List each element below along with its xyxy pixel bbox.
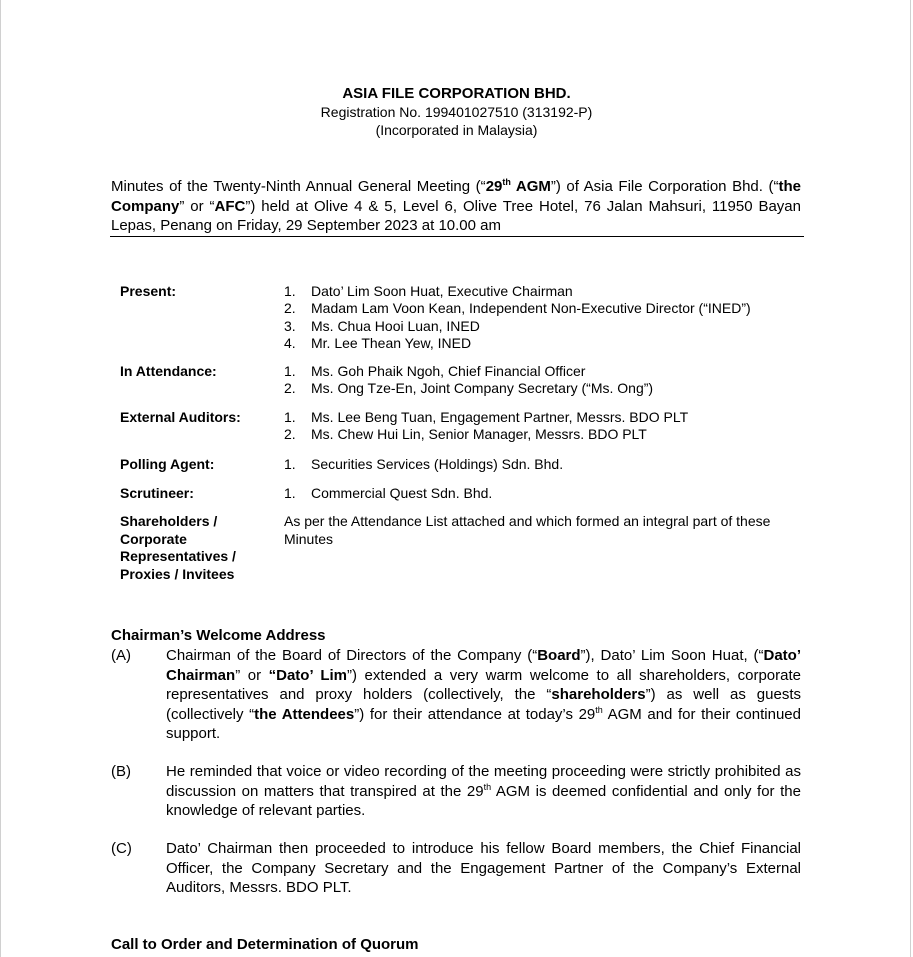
welcome-heading: Chairman’s Welcome Address: [111, 627, 326, 644]
attendee-text: Ms. Lee Beng Tuan, Engagement Partner, Messrs. BDO PLT: [311, 409, 689, 425]
scrutineer-list: [284, 485, 804, 502]
in-attendance-label: In Attendance:: [120, 363, 217, 379]
attendee-number: 1.: [284, 485, 296, 501]
attendee-item: [284, 380, 804, 397]
attendee-text: Dato’ Lim Soon Huat, Executive Chairman: [311, 283, 573, 299]
auditors-list: [284, 409, 804, 444]
attendee-text: Commercial Quest Sdn. Bhd.: [311, 485, 493, 501]
incorporation-note: (Incorporated in Malaysia): [375, 122, 538, 138]
attendee-number: 1.: [284, 363, 296, 379]
attendee-text: Mr. Lee Thean Yew, INED: [311, 334, 472, 351]
present-list: [284, 283, 804, 352]
para-a-text: Chairman of the Board of Directors of the Company (“Board”), Dato’ Lim Soon Huat, (“Dato’ Chairman” or “Dato’ Lim”) extended a very warm welcome to all shareholders, corporate representatives and proxy holders (collectively, the “shareholders”) as well as guests (collectively “the Attendees”) for their attendance at today’s 29th AGM and for their continued support.: [166, 647, 801, 742]
company-name: ASIA FILE CORPORATION BHD.: [342, 85, 571, 102]
scrutineer-label: Scrutineer:: [120, 485, 194, 501]
attendee-item: [284, 409, 804, 426]
para-c-text: Dato’ Chairman then proceeded to introduce his fellow Board members, the Chief Financial Officer, the Company Secretary and the Engagement Partner of the Company’s External Auditors, Messrs. BDO PLT.: [166, 840, 801, 896]
attendee-item: [284, 456, 804, 473]
minutes-intro: Minutes of the Twenty-Ninth Annual General Meeting (“29th AGM”) of Asia File Corporation Bhd. (“the Company” or “AFC”) held at Olive 4 & 5, Level 6, Olive Tree Hotel, 76 Jalan Mahsuri, 11950 Bayan Lepas, Penang on Friday, 29 September 2023 at 10.00 am: [111, 177, 801, 234]
attendee-number: 1.: [284, 283, 296, 299]
attendee-number: 4.: [284, 334, 296, 351]
attendee-number: 1.: [284, 456, 296, 472]
attendee-number: 1.: [284, 409, 296, 425]
attendee-number: 2.: [284, 426, 296, 443]
registration-number: Registration No. 199401027510 (313192-P): [320, 104, 593, 120]
attendee-text: Ms. Chua Hooi Luan, INED: [311, 317, 480, 334]
polling-agent-label: Polling Agent:: [120, 456, 215, 472]
attendee-text: Securities Services (Holdings) Sdn. Bhd.: [311, 456, 564, 472]
attendee-item: [284, 300, 804, 317]
para-a-letter: (A): [111, 647, 131, 664]
polling-agent-list: [284, 456, 804, 473]
attendee-text: Ms. Goh Phaik Ngoh, Chief Financial Officer: [311, 363, 586, 379]
in-attendance-list: [284, 363, 804, 398]
attendee-item: [284, 335, 804, 352]
attendee-text: Madam Lam Voon Kean, Independent Non-Executive Director (“INED”): [311, 300, 751, 317]
shareholders-label: Shareholders / Corporate Representatives / Proxies / Invitees: [120, 513, 236, 582]
attendee-number: 3.: [284, 317, 296, 334]
attendee-item: [284, 485, 804, 502]
attendee-item: [284, 283, 804, 300]
quorum-heading: Call to Order and Determination of Quorum: [111, 936, 419, 953]
para-b-text: He reminded that voice or video recording of the meeting proceeding were strictly prohibited as discussion on matters that transpired at the 29th AGM is deemed confidential and only for the knowledge of relevant parties.: [166, 763, 801, 819]
auditors-label: External Auditors:: [120, 409, 241, 425]
attendee-number: 2.: [284, 380, 296, 397]
attendee-number: 2.: [284, 300, 296, 317]
attendee-item: [284, 426, 804, 443]
present-label: Present:: [120, 283, 177, 299]
para-c-letter: (C): [111, 840, 132, 857]
intro-underline: [110, 236, 804, 237]
attendee-item: [284, 318, 804, 335]
attendee-item: [284, 363, 804, 380]
para-b-letter: (B): [111, 763, 131, 780]
shareholders-text: As per the Attendance List attached and which formed an integral part of these Minutes: [284, 513, 771, 547]
attendee-text: Ms. Chew Hui Lin, Senior Manager, Messrs. BDO PLT: [311, 426, 647, 443]
attendee-text: Ms. Ong Tze-En, Joint Company Secretary (“Ms. Ong”): [311, 380, 654, 397]
